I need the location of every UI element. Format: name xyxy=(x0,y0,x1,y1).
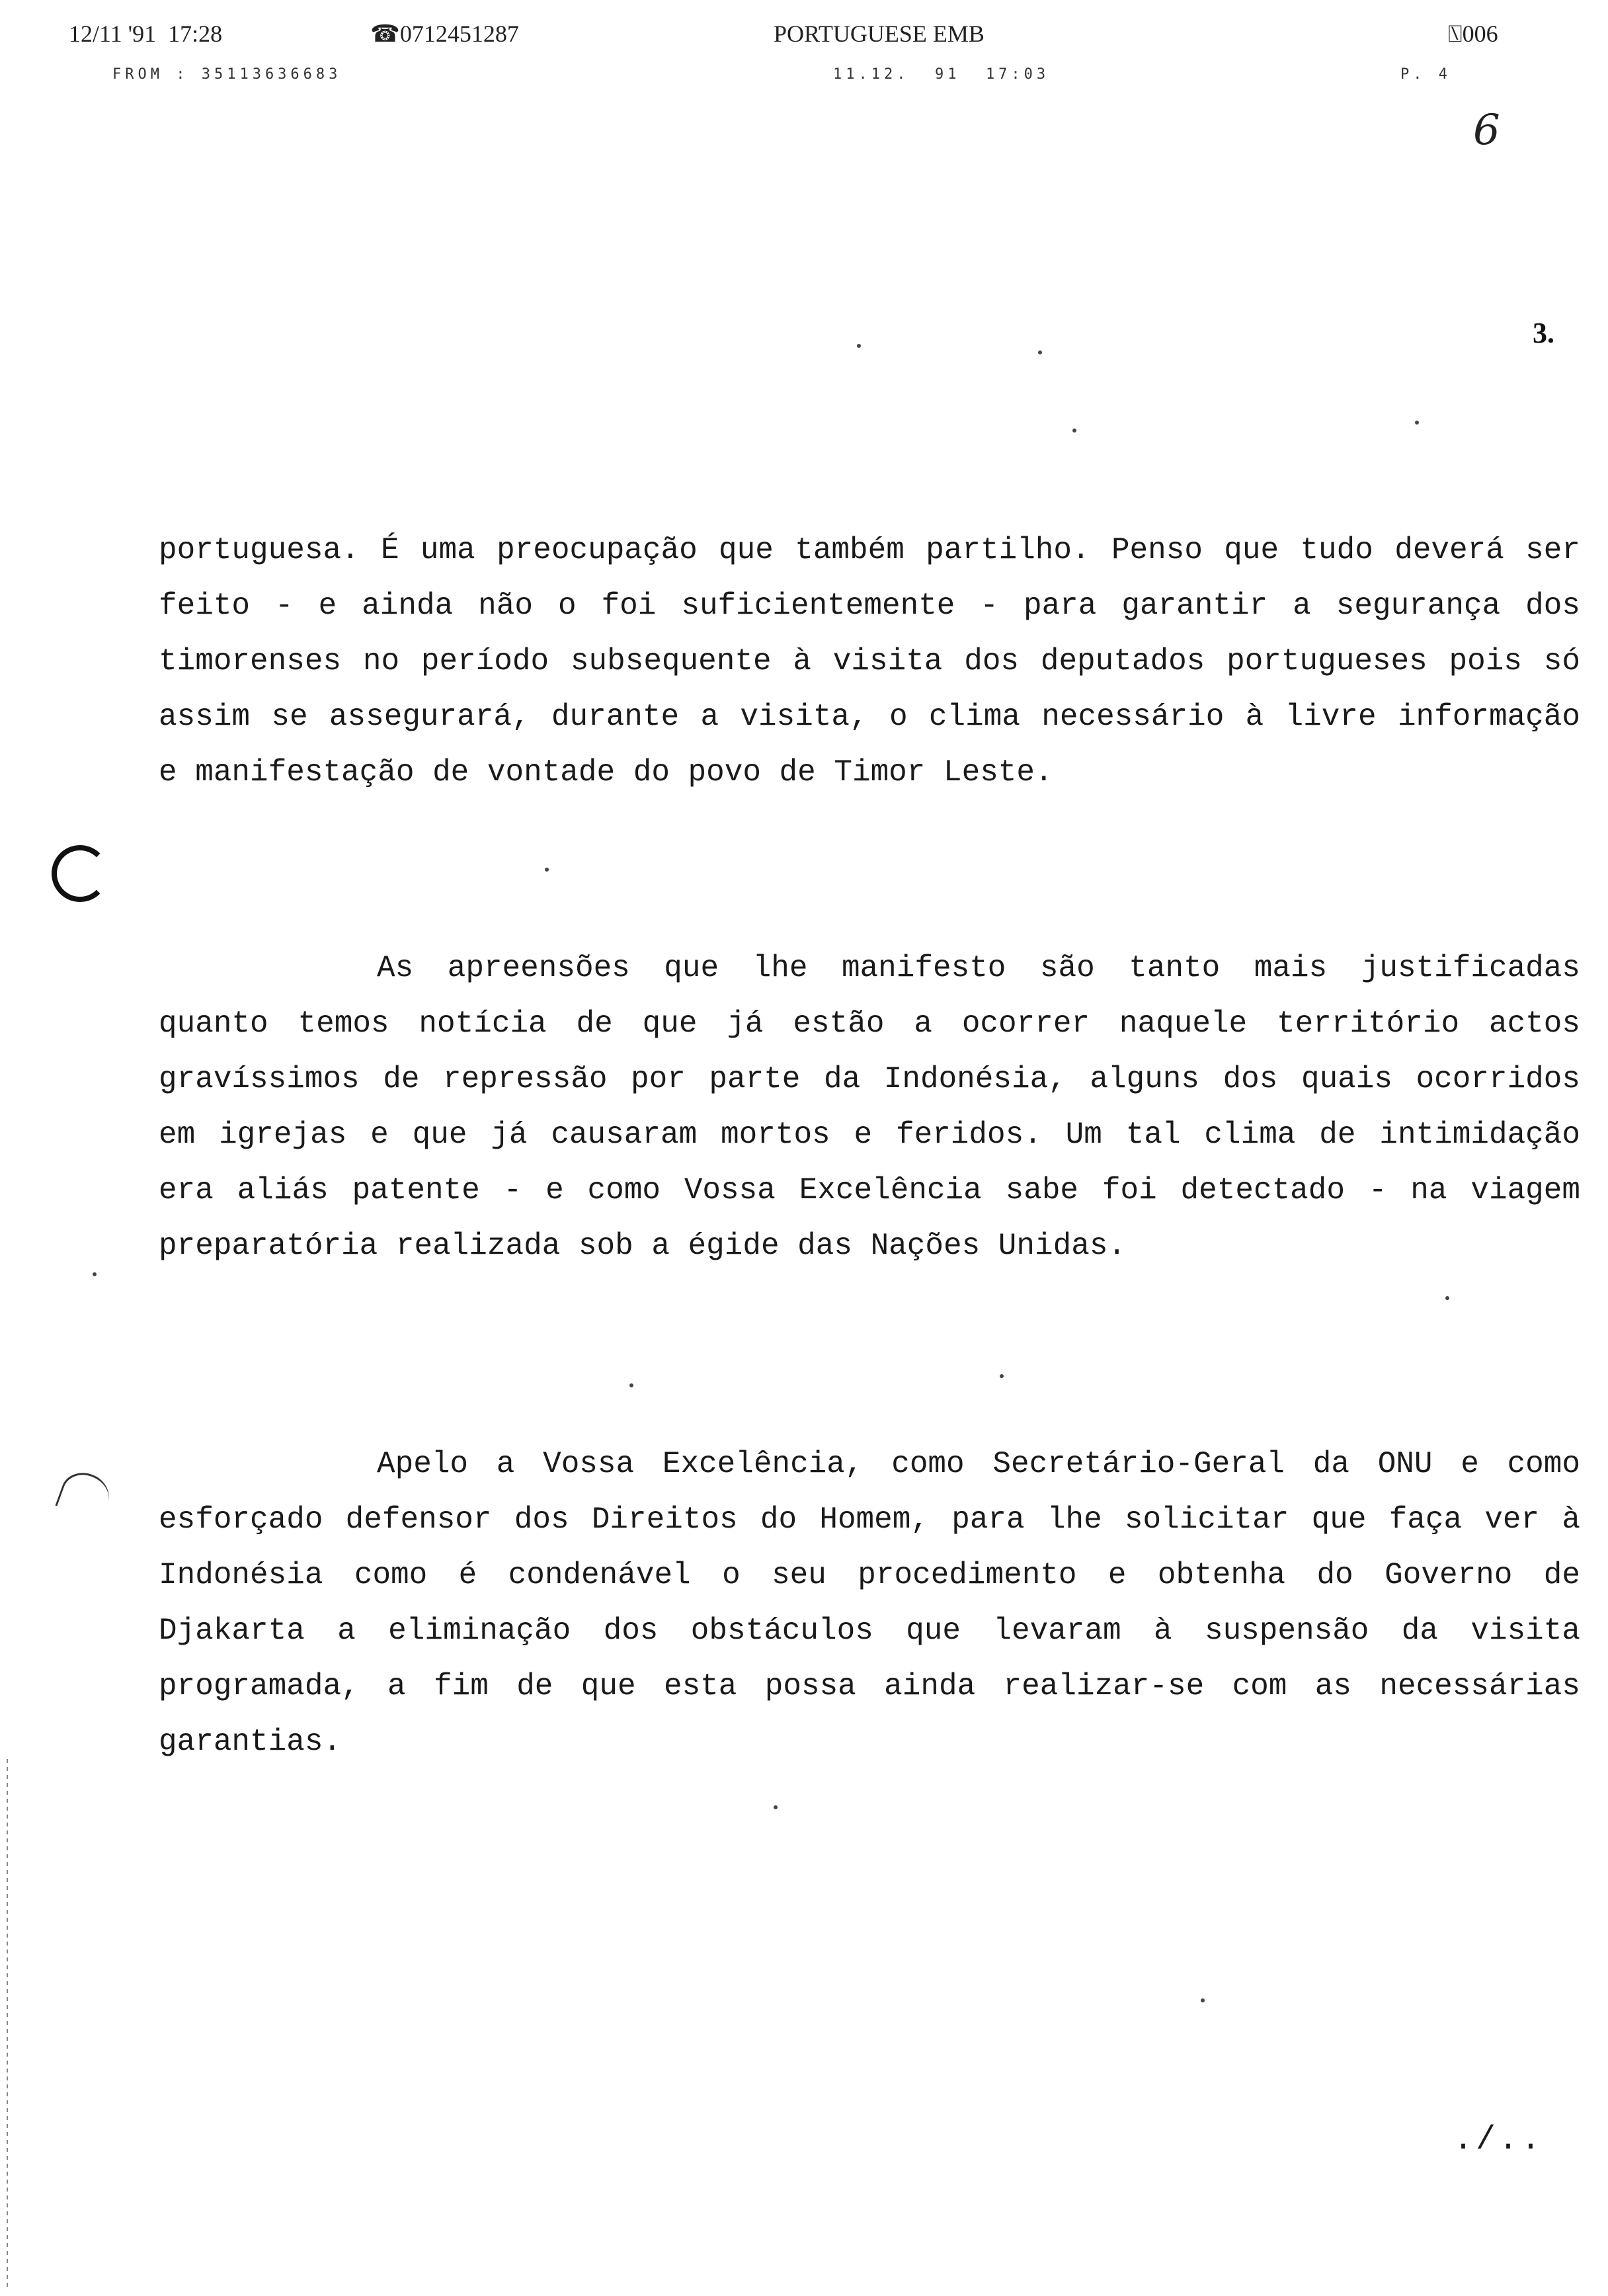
paragraph-2-text: As apreensões que lhe manifesto são tanto mais justificadas quanto temos notícia de que já estão a ocorrer naquele território actos gravíssimos de repressão por parte da Indonésia, alguns dos quais ocorridos em igrejas e que já causaram mortos e feridos. Um tal clima de intimidação era aliás patente - e como Vossa Excelência sabe foi detectado - na viagem preparatória realizada sob a égide das Nações Unidas. xyxy=(159,951,1580,1263)
scan-speck xyxy=(1415,421,1419,425)
fax-phone-number: ☎0712451287 xyxy=(370,20,519,47)
page-number: 3. xyxy=(1533,317,1554,349)
continuation-mark: ./.. xyxy=(1453,2121,1543,2159)
fax-from-line: FROM : 35113636683 xyxy=(112,66,342,83)
scan-speck xyxy=(545,868,549,872)
paragraph-1 xyxy=(159,522,1580,800)
scan-speck xyxy=(774,1805,778,1809)
fax-date-time: 12/11 '91 17:28 xyxy=(69,20,223,47)
scan-edge-line xyxy=(7,1759,8,2288)
paragraph-3-text: Apelo a Vossa Excelência, como Secretário-Geral da ONU e como esforçado defensor dos Direitos do Homem, para lhe solicitar que faça ver à Indonésia como é condenável o seu procedimento e obtenha do Governo de Djakarta a eliminação dos obstáculos que levaram à suspensão da visita programada, a fim de que esta possa ainda realizar-se com as necessárias garantias. xyxy=(159,1447,1580,1759)
fax-page-code: ⍂006 xyxy=(1448,20,1498,47)
paragraph-2 xyxy=(159,940,1580,1274)
scan-speck xyxy=(1072,429,1076,432)
scan-speck xyxy=(857,344,861,348)
handwritten-page-number: 6 xyxy=(1473,106,1500,155)
scan-speck xyxy=(1201,1998,1205,2002)
scan-speck xyxy=(629,1383,633,1387)
punch-hole-mark xyxy=(52,845,108,902)
scan-speck xyxy=(1038,350,1042,354)
fax-sender: PORTUGUESE EMB xyxy=(774,20,985,47)
paragraph-1-text: portuguesa. É uma preocupação que também partilho. Penso que tudo deverá ser feito - e ainda não o foi suficientemente - para garantir a segurança dos timorenses no período subsequente à visita dos deputados portugueses pois só assim se assegurará, durante a visita, o clima necessário à livre informação e manifestação de vontade do povo de Timor Leste. xyxy=(159,533,1580,790)
scan-speck xyxy=(93,1272,97,1276)
paragraph-3 xyxy=(159,1436,1580,1770)
fax-from-date: 11.12. 91 17:03 xyxy=(833,66,1050,83)
scan-speck xyxy=(1000,1374,1004,1378)
fax-from-page: P. 4 xyxy=(1400,66,1451,83)
scan-speck xyxy=(1445,1296,1449,1300)
punch-hole-mark xyxy=(55,1466,114,1522)
